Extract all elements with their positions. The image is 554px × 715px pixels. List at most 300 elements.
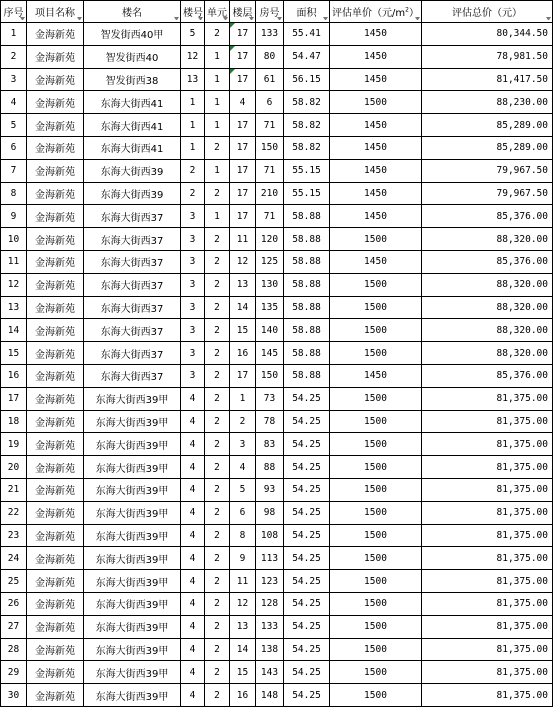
cell-building-name[interactable]: 东海大街西37: [84, 250, 181, 273]
cell-project[interactable]: 金海新苑: [27, 319, 84, 342]
filter-dropdown-icon[interactable]: [198, 17, 203, 21]
cell-unit[interactable]: 1: [205, 45, 230, 68]
cell-building-no[interactable]: 4: [181, 684, 205, 707]
cell-building-name[interactable]: 东海大街西39甲: [84, 615, 181, 638]
cell-room[interactable]: 93: [256, 478, 284, 501]
cell-unit-price[interactable]: 1500: [330, 456, 422, 479]
cell-seq[interactable]: 11: [1, 250, 27, 273]
cell-total-price[interactable]: 81,375.00: [422, 478, 553, 501]
cell-seq[interactable]: 18: [1, 410, 27, 433]
cell-building-name[interactable]: 东海大街西37: [84, 296, 181, 319]
cell-unit-price[interactable]: 1500: [330, 661, 422, 684]
cell-building-name[interactable]: 东海大街西41: [84, 91, 181, 114]
cell-building-no[interactable]: 3: [181, 296, 205, 319]
cell-area[interactable]: 54.25: [284, 524, 330, 547]
cell-area[interactable]: 56.15: [284, 68, 330, 91]
cell-building-no[interactable]: 4: [181, 615, 205, 638]
cell-room[interactable]: 133: [256, 615, 284, 638]
cell-unit[interactable]: 2: [205, 319, 230, 342]
cell-unit-price[interactable]: 1500: [330, 478, 422, 501]
cell-area[interactable]: 58.88: [284, 228, 330, 251]
cell-building-name[interactable]: 东海大街西37: [84, 342, 181, 365]
cell-building-no[interactable]: 2: [181, 182, 205, 205]
cell-seq[interactable]: 5: [1, 114, 27, 137]
cell-building-no[interactable]: 1: [181, 114, 205, 137]
cell-area[interactable]: 58.88: [284, 342, 330, 365]
cell-area[interactable]: 54.25: [284, 570, 330, 593]
cell-room[interactable]: 133: [256, 23, 284, 46]
cell-area[interactable]: 58.88: [284, 296, 330, 319]
cell-room[interactable]: 143: [256, 661, 284, 684]
cell-area[interactable]: 54.25: [284, 592, 330, 615]
cell-area[interactable]: 54.25: [284, 661, 330, 684]
cell-total-price[interactable]: 88,230.00: [422, 91, 553, 114]
cell-floor[interactable]: 17: [230, 68, 256, 91]
cell-total-price[interactable]: 88,320.00: [422, 296, 553, 319]
cell-building-no[interactable]: 1: [181, 136, 205, 159]
cell-floor[interactable]: 17: [230, 205, 256, 228]
cell-building-no[interactable]: 13: [181, 68, 205, 91]
cell-seq[interactable]: 25: [1, 570, 27, 593]
cell-room[interactable]: 210: [256, 182, 284, 205]
cell-seq[interactable]: 7: [1, 159, 27, 182]
cell-building-no[interactable]: 3: [181, 319, 205, 342]
cell-floor[interactable]: 6: [230, 501, 256, 524]
col-header-building-name[interactable]: [84, 1, 181, 23]
cell-floor[interactable]: 1: [230, 387, 256, 410]
cell-area[interactable]: 54.25: [284, 387, 330, 410]
cell-area[interactable]: 54.25: [284, 410, 330, 433]
cell-building-no[interactable]: 2: [181, 159, 205, 182]
cell-project[interactable]: 金海新苑: [27, 91, 84, 114]
cell-building-name[interactable]: 东海大街西39: [84, 159, 181, 182]
cell-floor[interactable]: 4: [230, 456, 256, 479]
cell-building-no[interactable]: 3: [181, 205, 205, 228]
cell-unit-price[interactable]: 1500: [330, 524, 422, 547]
cell-unit[interactable]: 2: [205, 136, 230, 159]
cell-building-name[interactable]: 智发街西38: [84, 68, 181, 91]
cell-unit-price[interactable]: 1500: [330, 501, 422, 524]
cell-total-price[interactable]: 88,320.00: [422, 273, 553, 296]
cell-seq[interactable]: 29: [1, 661, 27, 684]
cell-floor[interactable]: 17: [230, 45, 256, 68]
cell-room[interactable]: 120: [256, 228, 284, 251]
cell-building-no[interactable]: 5: [181, 23, 205, 46]
cell-seq[interactable]: 20: [1, 456, 27, 479]
cell-seq[interactable]: 16: [1, 364, 27, 387]
cell-seq[interactable]: 1: [1, 23, 27, 46]
cell-unit[interactable]: 2: [205, 456, 230, 479]
cell-unit[interactable]: 2: [205, 592, 230, 615]
cell-area[interactable]: 58.82: [284, 91, 330, 114]
cell-project[interactable]: 金海新苑: [27, 68, 84, 91]
cell-area[interactable]: 55.15: [284, 159, 330, 182]
cell-building-no[interactable]: 4: [181, 524, 205, 547]
cell-total-price[interactable]: 81,375.00: [422, 684, 553, 707]
cell-floor[interactable]: 17: [230, 136, 256, 159]
cell-building-name[interactable]: 东海大街西37: [84, 364, 181, 387]
cell-room[interactable]: 123: [256, 570, 284, 593]
cell-building-name[interactable]: 东海大街西39甲: [84, 387, 181, 410]
cell-total-price[interactable]: 88,320.00: [422, 342, 553, 365]
cell-total-price[interactable]: 85,376.00: [422, 250, 553, 273]
cell-unit-price[interactable]: 1500: [330, 433, 422, 456]
cell-building-no[interactable]: 4: [181, 410, 205, 433]
cell-project[interactable]: 金海新苑: [27, 433, 84, 456]
cell-unit[interactable]: 2: [205, 478, 230, 501]
cell-building-name[interactable]: 东海大街西39甲: [84, 638, 181, 661]
cell-unit[interactable]: 2: [205, 570, 230, 593]
cell-floor[interactable]: 3: [230, 433, 256, 456]
cell-unit-price[interactable]: 1500: [330, 570, 422, 593]
cell-building-no[interactable]: 12: [181, 45, 205, 68]
cell-building-name[interactable]: 东海大街西39甲: [84, 661, 181, 684]
cell-room[interactable]: 61: [256, 68, 284, 91]
cell-project[interactable]: 金海新苑: [27, 45, 84, 68]
cell-room[interactable]: 140: [256, 319, 284, 342]
cell-unit[interactable]: 2: [205, 387, 230, 410]
cell-seq[interactable]: 6: [1, 136, 27, 159]
cell-floor[interactable]: 11: [230, 228, 256, 251]
cell-building-no[interactable]: 3: [181, 273, 205, 296]
cell-room[interactable]: 145: [256, 342, 284, 365]
cell-floor[interactable]: 12: [230, 250, 256, 273]
cell-floor[interactable]: 16: [230, 342, 256, 365]
cell-project[interactable]: 金海新苑: [27, 501, 84, 524]
cell-unit-price[interactable]: 1450: [330, 250, 422, 273]
cell-room[interactable]: 128: [256, 592, 284, 615]
cell-room[interactable]: 98: [256, 501, 284, 524]
cell-building-no[interactable]: 1: [181, 91, 205, 114]
cell-unit-price[interactable]: 1500: [330, 410, 422, 433]
cell-total-price[interactable]: 85,376.00: [422, 205, 553, 228]
cell-project[interactable]: 金海新苑: [27, 524, 84, 547]
col-header-project[interactable]: [27, 1, 84, 23]
cell-building-no[interactable]: 4: [181, 638, 205, 661]
cell-unit-price[interactable]: 1450: [330, 159, 422, 182]
cell-unit-price[interactable]: 1450: [330, 364, 422, 387]
cell-total-price[interactable]: 81,375.00: [422, 433, 553, 456]
cell-area[interactable]: 58.82: [284, 114, 330, 137]
cell-unit-price[interactable]: 1500: [330, 91, 422, 114]
cell-total-price[interactable]: 78,981.50: [422, 45, 553, 68]
cell-project[interactable]: 金海新苑: [27, 342, 84, 365]
col-header-area[interactable]: [284, 1, 330, 23]
cell-building-name[interactable]: 东海大街西39: [84, 182, 181, 205]
cell-floor[interactable]: 17: [230, 159, 256, 182]
cell-unit[interactable]: 1: [205, 91, 230, 114]
filter-dropdown-icon[interactable]: [223, 17, 228, 21]
cell-room[interactable]: 130: [256, 273, 284, 296]
cell-unit-price[interactable]: 1450: [330, 136, 422, 159]
cell-building-no[interactable]: 4: [181, 661, 205, 684]
cell-unit-price[interactable]: 1500: [330, 273, 422, 296]
cell-project[interactable]: 金海新苑: [27, 478, 84, 501]
cell-building-name[interactable]: 东海大街西37: [84, 205, 181, 228]
cell-area[interactable]: 54.25: [284, 478, 330, 501]
cell-unit-price[interactable]: 1450: [330, 23, 422, 46]
cell-unit-price[interactable]: 1500: [330, 615, 422, 638]
cell-room[interactable]: 80: [256, 45, 284, 68]
cell-floor[interactable]: 11: [230, 570, 256, 593]
cell-unit-price[interactable]: 1450: [330, 45, 422, 68]
cell-building-name[interactable]: 东海大街西39甲: [84, 570, 181, 593]
cell-total-price[interactable]: 81,375.00: [422, 524, 553, 547]
cell-unit[interactable]: 2: [205, 342, 230, 365]
cell-project[interactable]: 金海新苑: [27, 296, 84, 319]
cell-unit[interactable]: 1: [205, 159, 230, 182]
cell-unit[interactable]: 2: [205, 524, 230, 547]
filter-dropdown-icon[interactable]: [323, 17, 328, 21]
cell-project[interactable]: 金海新苑: [27, 250, 84, 273]
cell-building-name[interactable]: 东海大街西39甲: [84, 456, 181, 479]
cell-unit-price[interactable]: 1500: [330, 342, 422, 365]
cell-building-no[interactable]: 4: [181, 592, 205, 615]
cell-floor[interactable]: 5: [230, 478, 256, 501]
cell-project[interactable]: 金海新苑: [27, 136, 84, 159]
cell-room[interactable]: 125: [256, 250, 284, 273]
cell-area[interactable]: 54.25: [284, 501, 330, 524]
cell-area[interactable]: 54.25: [284, 456, 330, 479]
cell-seq[interactable]: 15: [1, 342, 27, 365]
cell-room[interactable]: 150: [256, 364, 284, 387]
cell-building-name[interactable]: 东海大街西39甲: [84, 684, 181, 707]
cell-building-no[interactable]: 3: [181, 228, 205, 251]
cell-building-no[interactable]: 3: [181, 250, 205, 273]
cell-unit-price[interactable]: 1500: [330, 228, 422, 251]
cell-project[interactable]: 金海新苑: [27, 684, 84, 707]
cell-project[interactable]: 金海新苑: [27, 273, 84, 296]
cell-unit[interactable]: 2: [205, 273, 230, 296]
cell-building-name[interactable]: 智发街西40甲: [84, 23, 181, 46]
cell-floor[interactable]: 17: [230, 114, 256, 137]
cell-total-price[interactable]: 81,375.00: [422, 547, 553, 570]
cell-seq[interactable]: 9: [1, 205, 27, 228]
cell-floor[interactable]: 8: [230, 524, 256, 547]
cell-project[interactable]: 金海新苑: [27, 205, 84, 228]
cell-project[interactable]: 金海新苑: [27, 228, 84, 251]
cell-total-price[interactable]: 79,967.50: [422, 159, 553, 182]
cell-project[interactable]: 金海新苑: [27, 615, 84, 638]
cell-seq[interactable]: 22: [1, 501, 27, 524]
cell-building-name[interactable]: 东海大街西37: [84, 228, 181, 251]
cell-building-name[interactable]: 智发街西40: [84, 45, 181, 68]
cell-unit-price[interactable]: 1450: [330, 205, 422, 228]
filter-dropdown-icon[interactable]: [277, 17, 282, 21]
col-header-unit-price[interactable]: [330, 1, 422, 23]
cell-building-name[interactable]: 东海大街西39甲: [84, 592, 181, 615]
cell-unit[interactable]: 2: [205, 684, 230, 707]
cell-floor[interactable]: 15: [230, 319, 256, 342]
cell-project[interactable]: 金海新苑: [27, 456, 84, 479]
cell-unit[interactable]: 2: [205, 501, 230, 524]
cell-floor[interactable]: 17: [230, 23, 256, 46]
cell-area[interactable]: 55.41: [284, 23, 330, 46]
cell-unit[interactable]: 1: [205, 68, 230, 91]
cell-room[interactable]: 73: [256, 387, 284, 410]
cell-floor[interactable]: 15: [230, 661, 256, 684]
cell-seq[interactable]: 4: [1, 91, 27, 114]
col-header-floor[interactable]: [230, 1, 256, 23]
cell-unit[interactable]: 2: [205, 182, 230, 205]
cell-project[interactable]: 金海新苑: [27, 661, 84, 684]
cell-room[interactable]: 71: [256, 114, 284, 137]
cell-area[interactable]: 54.25: [284, 638, 330, 661]
cell-room[interactable]: 88: [256, 456, 284, 479]
cell-seq[interactable]: 13: [1, 296, 27, 319]
cell-room[interactable]: 78: [256, 410, 284, 433]
cell-project[interactable]: 金海新苑: [27, 570, 84, 593]
cell-building-no[interactable]: 3: [181, 364, 205, 387]
cell-seq[interactable]: 8: [1, 182, 27, 205]
cell-project[interactable]: 金海新苑: [27, 410, 84, 433]
cell-floor[interactable]: 13: [230, 273, 256, 296]
filter-dropdown-icon[interactable]: [20, 17, 25, 21]
cell-unit-price[interactable]: 1450: [330, 182, 422, 205]
cell-room[interactable]: 108: [256, 524, 284, 547]
cell-building-no[interactable]: 4: [181, 570, 205, 593]
cell-unit[interactable]: 2: [205, 410, 230, 433]
cell-floor[interactable]: 17: [230, 364, 256, 387]
cell-unit[interactable]: 1: [205, 114, 230, 137]
cell-area[interactable]: 54.25: [284, 615, 330, 638]
cell-unit[interactable]: 2: [205, 23, 230, 46]
cell-building-name[interactable]: 东海大街西41: [84, 114, 181, 137]
cell-room[interactable]: 6: [256, 91, 284, 114]
cell-project[interactable]: 金海新苑: [27, 114, 84, 137]
cell-building-no[interactable]: 4: [181, 456, 205, 479]
cell-building-name[interactable]: 东海大街西41: [84, 136, 181, 159]
cell-seq[interactable]: 30: [1, 684, 27, 707]
cell-unit[interactable]: 2: [205, 547, 230, 570]
cell-building-no[interactable]: 4: [181, 501, 205, 524]
cell-project[interactable]: 金海新苑: [27, 182, 84, 205]
cell-room[interactable]: 138: [256, 638, 284, 661]
cell-seq[interactable]: 24: [1, 547, 27, 570]
cell-seq[interactable]: 3: [1, 68, 27, 91]
filter-dropdown-icon[interactable]: [415, 17, 420, 21]
cell-unit[interactable]: 2: [205, 661, 230, 684]
cell-unit[interactable]: 2: [205, 364, 230, 387]
col-header-room[interactable]: [256, 1, 284, 23]
cell-room[interactable]: 83: [256, 433, 284, 456]
cell-total-price[interactable]: 81,375.00: [422, 638, 553, 661]
cell-building-name[interactable]: 东海大街西39甲: [84, 478, 181, 501]
cell-area[interactable]: 54.25: [284, 433, 330, 456]
cell-total-price[interactable]: 88,320.00: [422, 319, 553, 342]
cell-floor[interactable]: 14: [230, 638, 256, 661]
cell-seq[interactable]: 19: [1, 433, 27, 456]
cell-area[interactable]: 58.88: [284, 273, 330, 296]
cell-floor[interactable]: 4: [230, 91, 256, 114]
cell-total-price[interactable]: 81,375.00: [422, 410, 553, 433]
cell-total-price[interactable]: 85,289.00: [422, 136, 553, 159]
cell-seq[interactable]: 12: [1, 273, 27, 296]
cell-building-name[interactable]: 东海大街西37: [84, 273, 181, 296]
cell-total-price[interactable]: 81,375.00: [422, 592, 553, 615]
cell-project[interactable]: 金海新苑: [27, 159, 84, 182]
cell-floor[interactable]: 2: [230, 410, 256, 433]
cell-floor[interactable]: 13: [230, 615, 256, 638]
cell-total-price[interactable]: 81,375.00: [422, 501, 553, 524]
cell-building-name[interactable]: 东海大街西39甲: [84, 410, 181, 433]
cell-room[interactable]: 135: [256, 296, 284, 319]
cell-floor[interactable]: 9: [230, 547, 256, 570]
cell-seq[interactable]: 21: [1, 478, 27, 501]
cell-unit-price[interactable]: 1500: [330, 684, 422, 707]
cell-building-name[interactable]: 东海大街西39甲: [84, 524, 181, 547]
cell-building-no[interactable]: 4: [181, 547, 205, 570]
col-header-unit[interactable]: [205, 1, 230, 23]
cell-room[interactable]: 113: [256, 547, 284, 570]
cell-total-price[interactable]: 80,344.50: [422, 23, 553, 46]
cell-building-no[interactable]: 4: [181, 433, 205, 456]
cell-seq[interactable]: 28: [1, 638, 27, 661]
cell-floor[interactable]: 12: [230, 592, 256, 615]
cell-building-name[interactable]: 东海大街西39甲: [84, 433, 181, 456]
cell-project[interactable]: 金海新苑: [27, 592, 84, 615]
cell-total-price[interactable]: 81,375.00: [422, 615, 553, 638]
cell-floor[interactable]: 16: [230, 684, 256, 707]
cell-total-price[interactable]: 81,417.50: [422, 68, 553, 91]
cell-unit-price[interactable]: 1450: [330, 68, 422, 91]
cell-area[interactable]: 58.88: [284, 250, 330, 273]
cell-building-name[interactable]: 东海大街西39甲: [84, 501, 181, 524]
cell-room[interactable]: 71: [256, 205, 284, 228]
filter-dropdown-icon[interactable]: [546, 17, 551, 21]
cell-unit-price[interactable]: 1500: [330, 319, 422, 342]
cell-total-price[interactable]: 81,375.00: [422, 570, 553, 593]
cell-seq[interactable]: 2: [1, 45, 27, 68]
cell-area[interactable]: 55.15: [284, 182, 330, 205]
col-header-total-price[interactable]: [422, 1, 553, 23]
cell-unit-price[interactable]: 1500: [330, 592, 422, 615]
cell-unit[interactable]: 2: [205, 228, 230, 251]
cell-seq[interactable]: 26: [1, 592, 27, 615]
cell-room[interactable]: 71: [256, 159, 284, 182]
cell-total-price[interactable]: 79,967.50: [422, 182, 553, 205]
cell-project[interactable]: 金海新苑: [27, 364, 84, 387]
cell-project[interactable]: 金海新苑: [27, 638, 84, 661]
cell-project[interactable]: 金海新苑: [27, 547, 84, 570]
cell-total-price[interactable]: 81,375.00: [422, 661, 553, 684]
cell-building-no[interactable]: 3: [181, 342, 205, 365]
cell-seq[interactable]: 23: [1, 524, 27, 547]
cell-room[interactable]: 148: [256, 684, 284, 707]
cell-seq[interactable]: 17: [1, 387, 27, 410]
cell-area[interactable]: 54.47: [284, 45, 330, 68]
cell-unit[interactable]: 2: [205, 433, 230, 456]
cell-total-price[interactable]: 88,320.00: [422, 228, 553, 251]
cell-total-price[interactable]: 81,375.00: [422, 387, 553, 410]
cell-seq[interactable]: 27: [1, 615, 27, 638]
cell-total-price[interactable]: 85,289.00: [422, 114, 553, 137]
cell-unit-price[interactable]: 1500: [330, 296, 422, 319]
cell-area[interactable]: 58.88: [284, 205, 330, 228]
cell-room[interactable]: 150: [256, 136, 284, 159]
filter-dropdown-icon[interactable]: [174, 17, 179, 21]
cell-building-name[interactable]: 东海大街西39甲: [84, 547, 181, 570]
cell-floor[interactable]: 14: [230, 296, 256, 319]
cell-unit[interactable]: 2: [205, 638, 230, 661]
cell-building-no[interactable]: 4: [181, 478, 205, 501]
cell-unit-price[interactable]: 1500: [330, 547, 422, 570]
cell-area[interactable]: 54.25: [284, 547, 330, 570]
cell-unit[interactable]: 1: [205, 205, 230, 228]
cell-seq[interactable]: 14: [1, 319, 27, 342]
cell-unit-price[interactable]: 1500: [330, 638, 422, 661]
cell-building-name[interactable]: 东海大街西37: [84, 319, 181, 342]
